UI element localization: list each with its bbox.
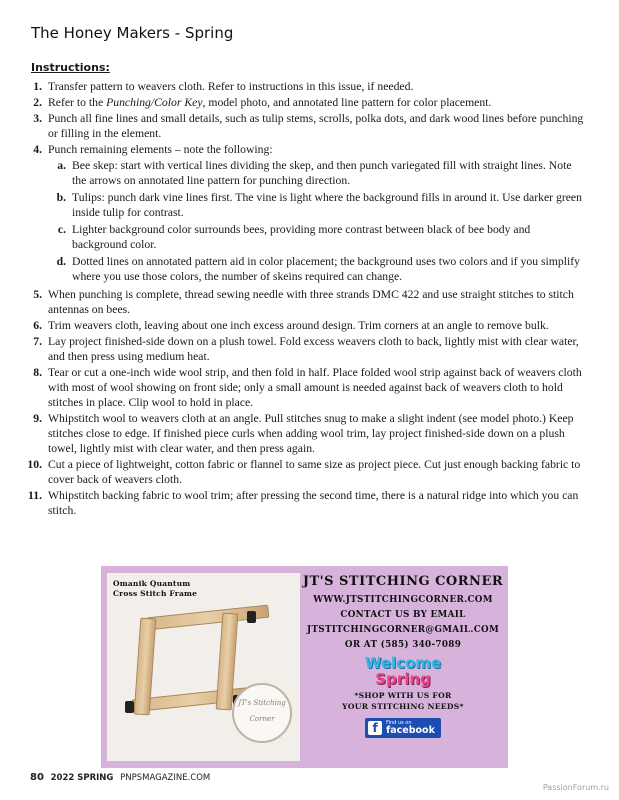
product-photo	[107, 573, 300, 761]
substep-item	[52, 158, 587, 188]
step-text: Whipstitch wool to weavers cloth at an angle. Pull stitches snug to make a slight indent (see model photo.) Keep stitches close to edge. If finished piece curls when adding wool trim, lay project finished-side down on a plush towel, lightly mist with clear water, and then press again.	[48, 412, 574, 455]
substep-item	[52, 190, 587, 220]
step-number: 10.	[27, 458, 42, 471]
step-number: 9.	[33, 412, 42, 425]
step-text: Transfer pattern to weavers cloth. Refer to instructions in this issue, if needed.	[48, 80, 414, 93]
step-number: 1.	[33, 80, 42, 93]
page-number: 80	[30, 772, 44, 783]
step-text: Punch all fine lines and small details, such as tulip stems, scrolls, polka dots, and dark wood lines before punching or filling in the element.	[48, 112, 584, 140]
step-item	[27, 142, 587, 286]
page-footer	[30, 772, 210, 783]
step-number: 5.	[33, 288, 42, 301]
step-text: Tear or cut a one-inch wide wool strip, and then fold in half. Place folded wool strip against back of weavers cloth with most of wool showing on front side; only a small amount is needed against back of weavers cloth to hold stitches in place. Clip wool to hold in place.	[48, 366, 582, 409]
photo-caption: Omanik Quantum Cross Stitch Frame	[113, 579, 198, 598]
step-item	[27, 488, 587, 518]
substep-item	[52, 254, 587, 284]
substep-text: Tulips: punch dark vine lines first. The vine is light where the background fills in around it. Use darker green inside tulip for contrast.	[72, 191, 582, 219]
shop-info	[301, 574, 505, 738]
step-item	[27, 411, 587, 456]
shop-email[interactable]: JTSTITCHINGCORNER@GMAIL.COM	[306, 625, 500, 635]
step-number: 8.	[33, 366, 42, 379]
advertisement[interactable]	[101, 566, 508, 768]
step-text: When punching is complete, thread sewing needle with three strands DMC 422 and use straight stitches to stitch antennas on bees.	[48, 288, 574, 316]
step-item	[27, 111, 587, 141]
issue-label: 2022 SPRING	[50, 773, 114, 783]
step-number: 11.	[28, 489, 42, 502]
substep-item	[52, 222, 587, 252]
substep-text: Lighter background color surrounds bees, providing more contrast between black of bee body and background color.	[72, 223, 531, 251]
step-item	[27, 365, 587, 410]
color-key-reference: Punching/Color Key	[106, 96, 203, 109]
step-text: Whipstitch backing fabric to wool trim; after pressing the second time, there is a natural ridge into which you can stitch.	[48, 489, 579, 517]
step-number: 7.	[33, 335, 42, 348]
step-number: 4.	[33, 143, 42, 156]
instructions-heading: Instructions:	[31, 61, 110, 74]
shop-website[interactable]: WWW.JTSTITCHINGCORNER.COM	[313, 595, 493, 605]
step-item	[27, 287, 587, 317]
instructions-list	[27, 79, 587, 519]
step-text: Cut a piece of lightweight, cotton fabric or flannel to same size as project piece. Cut just enough backing fabric to cover back of weavers cloth.	[48, 458, 581, 486]
welcome-spring-graphic: Welcome Spring	[364, 654, 442, 688]
step-text: Lay project finished-side down on a plush towel. Fold excess weavers cloth to back, lightly mist with clear water, and then press using medium heat.	[48, 335, 579, 363]
substep-letter: b.	[56, 191, 66, 204]
page-title: The Honey Makers - Spring	[31, 24, 234, 42]
frame-knob-icon	[125, 701, 134, 713]
shop-tagline: *SHOP WITH US FOR YOUR STITCHING NEEDS*	[342, 691, 464, 711]
step-text: Trim weavers cloth, leaving about one inch excess around design. Trim corners at an angle to remove bulk.	[48, 319, 549, 332]
step-number: 6.	[33, 319, 42, 332]
substep-letter: c.	[57, 223, 66, 236]
shop-name: JT'S STITCHING CORNER	[302, 574, 504, 589]
shop-seal-logo: JT's Stitching Corner	[232, 683, 292, 743]
step-number: 2.	[33, 96, 42, 109]
step-item	[27, 79, 587, 94]
step-item	[27, 457, 587, 487]
watermark: PassionForum.ru	[542, 783, 609, 792]
step-item	[27, 318, 587, 333]
substep-letter: d.	[56, 255, 66, 268]
facebook-icon: f	[368, 721, 382, 735]
frame-knob-icon	[247, 611, 256, 623]
step-text: Refer to the Punching/Color Key, model photo, and annotated line pattern for color placement.	[48, 96, 492, 109]
contact-label: CONTACT US BY EMAIL	[340, 610, 466, 620]
magazine-site: PNPSMAGAZINE.COM	[120, 773, 211, 783]
substep-text: Bee skep: start with vertical lines dividing the skep, and then punch variegated fill with straight lines. Note the arrows on annotated line pattern for punching direction.	[72, 159, 572, 187]
substep-letter: a.	[57, 159, 66, 172]
step-item	[27, 95, 587, 110]
step-item	[27, 334, 587, 364]
step-text: Punch remaining elements – note the following: a. Bee skep: start with vertical lines dividing the skep, and then punch variegated fill with straight lines. Note the arrows on annotated line pattern for punching direction. b. Tulips: punch dark vine lines first. The vine is light where the background fills in around it. Use darker green inside tulip for contrast. c. Lighter background color surrounds bees, providing more contrast between black of bee body and background color. d. Dotted lines on annotated pattern aid in color placement; the background uses two colors and if you simplify where you use those colors, the number of skeins required can change.	[48, 142, 587, 286]
substep-text: Dotted lines on annotated pattern aid in color placement; the background uses two colors and if you simplify where you use those colors, the number of skeins required can change.	[72, 255, 580, 283]
facebook-badge[interactable]: f Find us on facebook	[365, 718, 441, 738]
step-number: 3.	[33, 112, 42, 125]
shop-phone: OR AT (585) 340-7089	[344, 640, 462, 650]
